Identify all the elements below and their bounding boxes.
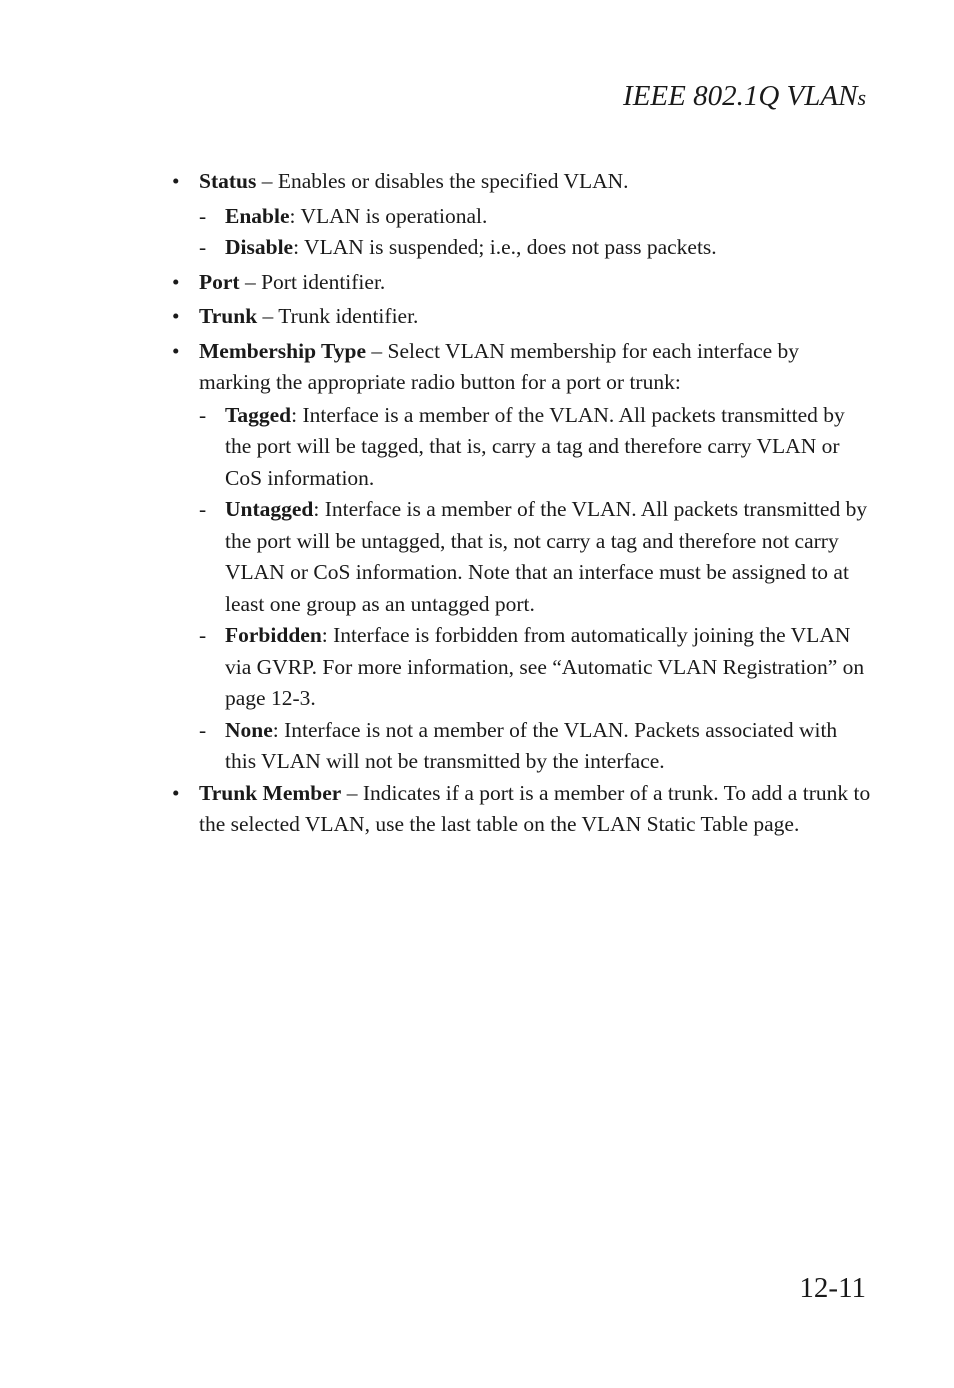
- dash: -: [199, 203, 207, 228]
- sub-item-forbidden: [172, 620, 872, 715]
- description-disable: : VLAN is suspended; i.e., does not pass packets.: [293, 235, 717, 259]
- running-header-title: IEEE 802.1Q VLAN: [623, 80, 858, 112]
- description-forbidden: : Interface is forbidden from automatically joining the VLAN via GVRP. For more information, see “Automatic VLAN Registration” on page 12-3.: [225, 623, 865, 710]
- term-port: Port: [199, 269, 240, 294]
- bullet: •: [172, 269, 180, 294]
- description-trunk-member: – Indicates if a port is a member of a trunk. To add a trunk to the selected VLAN, use the last table on the VLAN Static Table page.: [199, 780, 871, 836]
- bullet: •: [172, 338, 180, 363]
- description-none: : Interface is not a member of the VLAN. Packets associated with this VLAN will not be transmitted by the interface.: [225, 717, 838, 773]
- dash: -: [199, 717, 207, 742]
- list-item-port: [172, 267, 872, 299]
- term-disable: Disable: [225, 235, 294, 259]
- term-enable: Enable: [225, 203, 290, 228]
- sub-item-enable: [172, 201, 872, 233]
- sub-item-tagged: [172, 400, 872, 495]
- running-header: [623, 80, 866, 113]
- term-trunk: Trunk: [199, 304, 258, 328]
- description-trunk: – Trunk identifier.: [257, 304, 419, 328]
- description-status: – Enables or disables the specified VLAN.: [256, 169, 629, 193]
- list-item-membership-type: [172, 336, 872, 399]
- term-none: None: [225, 717, 273, 742]
- dash: -: [199, 497, 207, 521]
- description-enable: : VLAN is operational.: [289, 203, 488, 228]
- term-tagged: Tagged: [225, 402, 292, 427]
- description-untagged: : Interface is a member of the VLAN. All packets transmitted by the port will be untagged, that is, not carry a tag and therefore not carry VLAN or CoS information. Note that an interface must be assigned to at least one group as an untagged port.: [225, 497, 868, 616]
- term-forbidden: Forbidden: [225, 623, 322, 647]
- running-header-title-suffix: s: [857, 85, 866, 110]
- list-item-trunk: [172, 301, 872, 333]
- dash: -: [199, 235, 207, 259]
- description-tagged: : Interface is a member of the VLAN. All packets transmitted by the port will be tagged, that is, carry a tag and therefore carry VLAN or CoS information.: [225, 402, 845, 490]
- description-port: – Port identifier.: [239, 269, 386, 294]
- bullet: •: [172, 780, 180, 805]
- description-membership-type: – Select VLAN membership for each interface by marking the appropriate radio button for a port or trunk:: [199, 338, 800, 394]
- document-body: [172, 166, 872, 844]
- sub-item-untagged: [172, 494, 872, 620]
- term-membership-type: Membership Type: [199, 338, 367, 363]
- bullet: •: [172, 169, 180, 193]
- list-item-trunk-member: [172, 778, 872, 841]
- term-status: Status: [199, 169, 257, 193]
- sub-item-none: [172, 715, 872, 778]
- dash: -: [199, 623, 207, 647]
- page-number: 12-11: [799, 1272, 866, 1304]
- bullet: •: [172, 304, 180, 328]
- term-trunk-member: Trunk Member: [199, 780, 342, 805]
- dash: -: [199, 402, 207, 427]
- list-item-status: [172, 166, 872, 198]
- sub-item-disable: [172, 232, 872, 264]
- term-untagged: Untagged: [225, 497, 314, 521]
